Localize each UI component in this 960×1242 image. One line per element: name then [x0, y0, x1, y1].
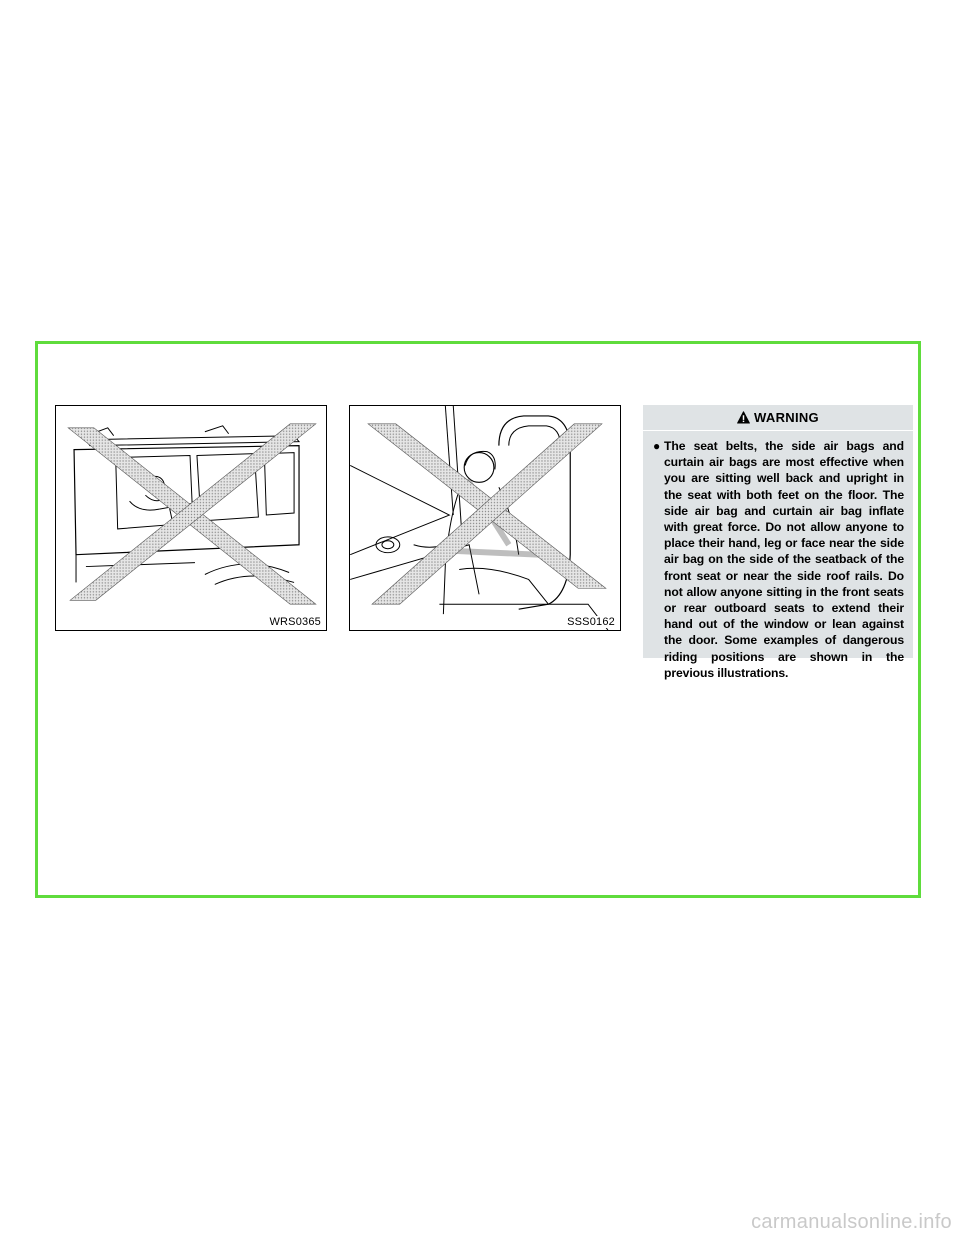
- vehicle-exterior-drawing: [56, 406, 326, 630]
- warning-triangle-icon: [737, 411, 750, 424]
- warning-title: WARNING: [754, 410, 819, 425]
- warning-list-item: [653, 438, 904, 681]
- warning-box: [643, 405, 913, 680]
- illustration-code: WRS0365: [269, 616, 321, 628]
- warning-text: The seat belts, the side air bags and curtain air bags are most effective when you are sitting well back and upright in the seat with both feet on the floor. The side air bag and curtain air bag inflate with great force. Do not allow anyone to place their hand, leg or face near the side air bag on the side of the seatback of the front seat or near the side roof rails. Do not allow anyone sitting in the front seats or rear outboard seats to extend their hand out of the window or lean against the door. Some examples of dangerous riding positions are shown in the previous illustrations.: [664, 439, 904, 680]
- illustration-code: SSS0162: [567, 616, 615, 628]
- watermark: carmanualsonline.info: [751, 1211, 952, 1233]
- vehicle-interior-drawing: [350, 406, 620, 630]
- illustration-leaning-out-window: [55, 405, 327, 631]
- illustration-leaning-on-door: [349, 405, 621, 631]
- bullet-dot-icon: ●: [653, 439, 661, 453]
- warning-list: [643, 431, 913, 681]
- warning-header: [643, 405, 913, 431]
